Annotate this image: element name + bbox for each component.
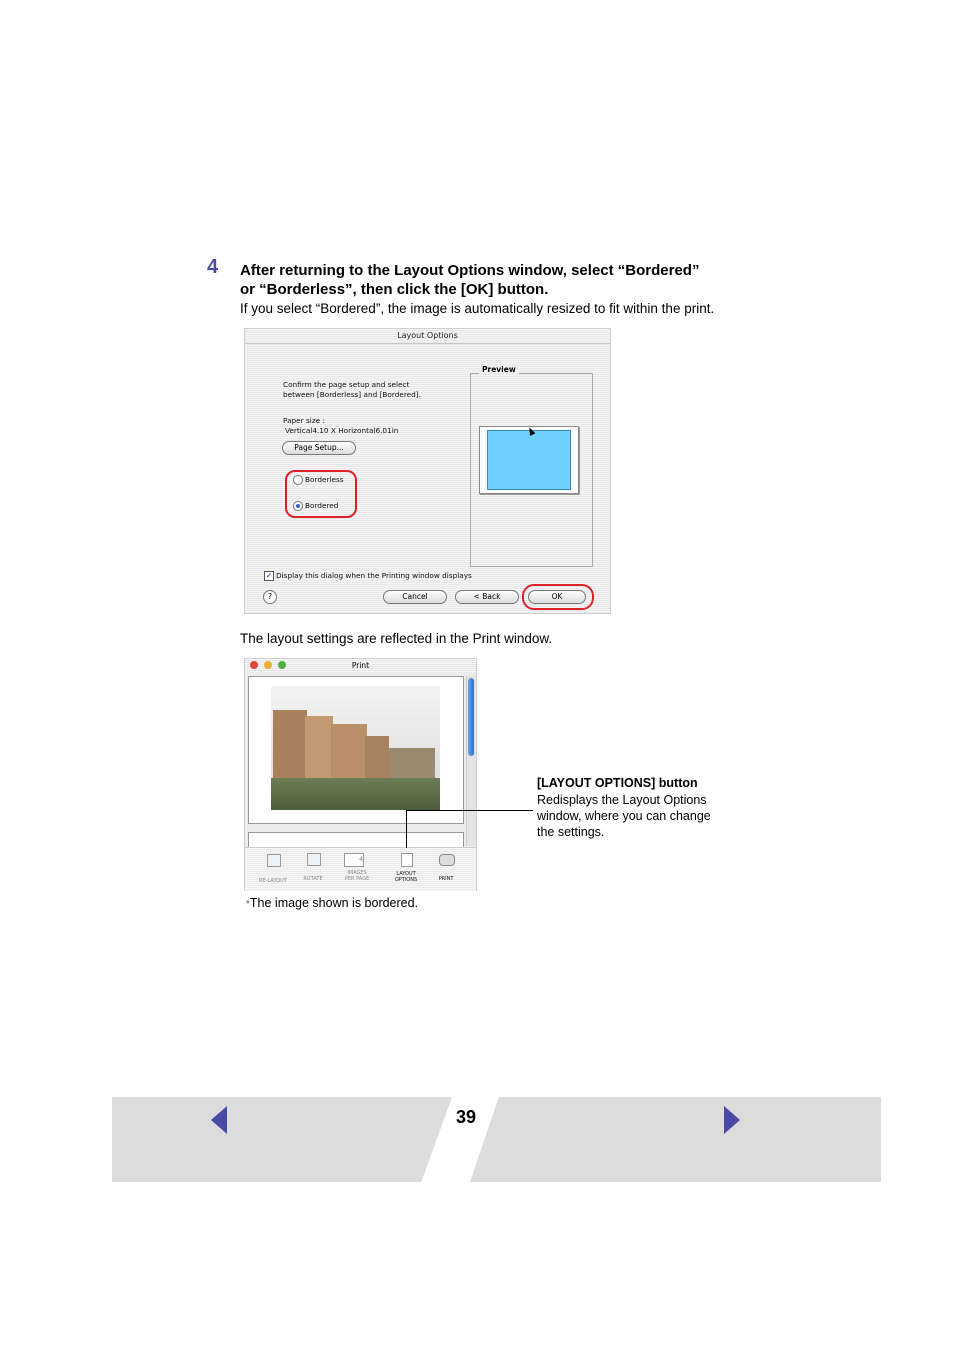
printer-icon[interactable] <box>439 854 455 866</box>
next-page-arrow-icon[interactable] <box>724 1106 740 1134</box>
step-intro: If you select “Bordered”, the image is automatically resized to fit within the print. <box>240 301 715 316</box>
step-number: 4 <box>207 256 219 278</box>
page-setup-button[interactable]: Page Setup... <box>282 441 356 455</box>
close-window-icon[interactable] <box>250 661 258 669</box>
previous-page-panel[interactable] <box>112 1097 452 1182</box>
paper-size-label: Paper size : <box>283 416 325 425</box>
ok-button[interactable]: OK <box>528 590 586 604</box>
help-icon[interactable]: ? <box>263 590 277 604</box>
preview-image-area <box>487 430 571 490</box>
relayout-label: RE-LAYOUT <box>259 878 287 884</box>
bordered-label: Bordered <box>305 501 339 510</box>
display-dialog-label: Display this dialog when the Printing window displays <box>276 571 472 580</box>
print-window-title: Print <box>245 659 476 672</box>
instruction-line1: Confirm the page setup and select <box>283 380 410 389</box>
layout-options-label[interactable] <box>387 871 425 883</box>
print-preview-photo <box>271 686 440 810</box>
dialog-instruction <box>283 380 421 400</box>
relayout-icon[interactable] <box>267 854 281 867</box>
print-toolbar <box>245 847 476 891</box>
callout-line2: window, where you can change <box>537 809 711 823</box>
rotate-label: ROTATE <box>303 876 323 882</box>
dialog-title: Layout Options <box>245 329 610 344</box>
print-window-caption: The layout settings are reflected in the Print window. <box>240 631 553 646</box>
layout-options-dialog <box>244 328 611 614</box>
footnote-marker: * <box>246 899 250 910</box>
page-number: 39 <box>456 1107 477 1127</box>
paper-size-value: Vertical4.10 X Horizontal6.01in <box>285 426 399 435</box>
minimize-window-icon[interactable] <box>264 661 272 669</box>
previous-page-arrow-icon[interactable] <box>211 1106 227 1134</box>
footnote-text: The image shown is bordered. <box>249 896 419 910</box>
print-window <box>244 658 477 891</box>
display-dialog-checkbox[interactable]: ✓ <box>265 571 273 580</box>
footnote <box>246 896 418 910</box>
zoom-window-icon[interactable] <box>278 661 286 669</box>
step-heading-line2: or “Borderless”, then click the [OK] button. <box>240 281 549 298</box>
rotate-icon[interactable] <box>307 853 321 866</box>
step-heading <box>240 261 760 299</box>
instruction-line2: between [Borderless] and [Bordered]. <box>283 390 421 399</box>
back-button[interactable]: < Back <box>455 590 519 604</box>
images-per-page-line2: PER PAGE <box>344 876 370 882</box>
cancel-button[interactable]: Cancel <box>383 590 447 604</box>
borderless-label: Borderless <box>305 475 344 484</box>
print-preview-next-page <box>248 832 464 847</box>
bordered-radio[interactable] <box>293 501 303 511</box>
print-label: PRINT <box>438 876 454 882</box>
callout-line3: the settings. <box>537 825 605 839</box>
next-page-panel[interactable] <box>470 1097 881 1182</box>
step-heading-line1: After returning to the Layout Options window, select “Bordered” <box>240 262 700 279</box>
callout-body <box>537 792 737 840</box>
borderless-radio[interactable] <box>293 475 303 485</box>
callout-line1: Redisplays the Layout Options <box>537 793 707 807</box>
layout-options-line1: LAYOUT <box>396 871 416 877</box>
images-per-page-label <box>337 870 377 882</box>
layout-options-icon[interactable] <box>401 853 413 867</box>
layout-options-line2: OPTIONS <box>394 877 418 883</box>
callout-leader-horizontal <box>407 810 533 811</box>
callout-leader-vertical <box>406 810 407 848</box>
scrollbar-thumb[interactable] <box>468 678 474 756</box>
images-per-page-field[interactable]: 4 <box>344 853 364 867</box>
callout-title: [LAYOUT OPTIONS] button <box>537 776 698 790</box>
images-per-page-line1: IMAGES <box>347 870 367 876</box>
preview-label: Preview <box>479 365 519 374</box>
